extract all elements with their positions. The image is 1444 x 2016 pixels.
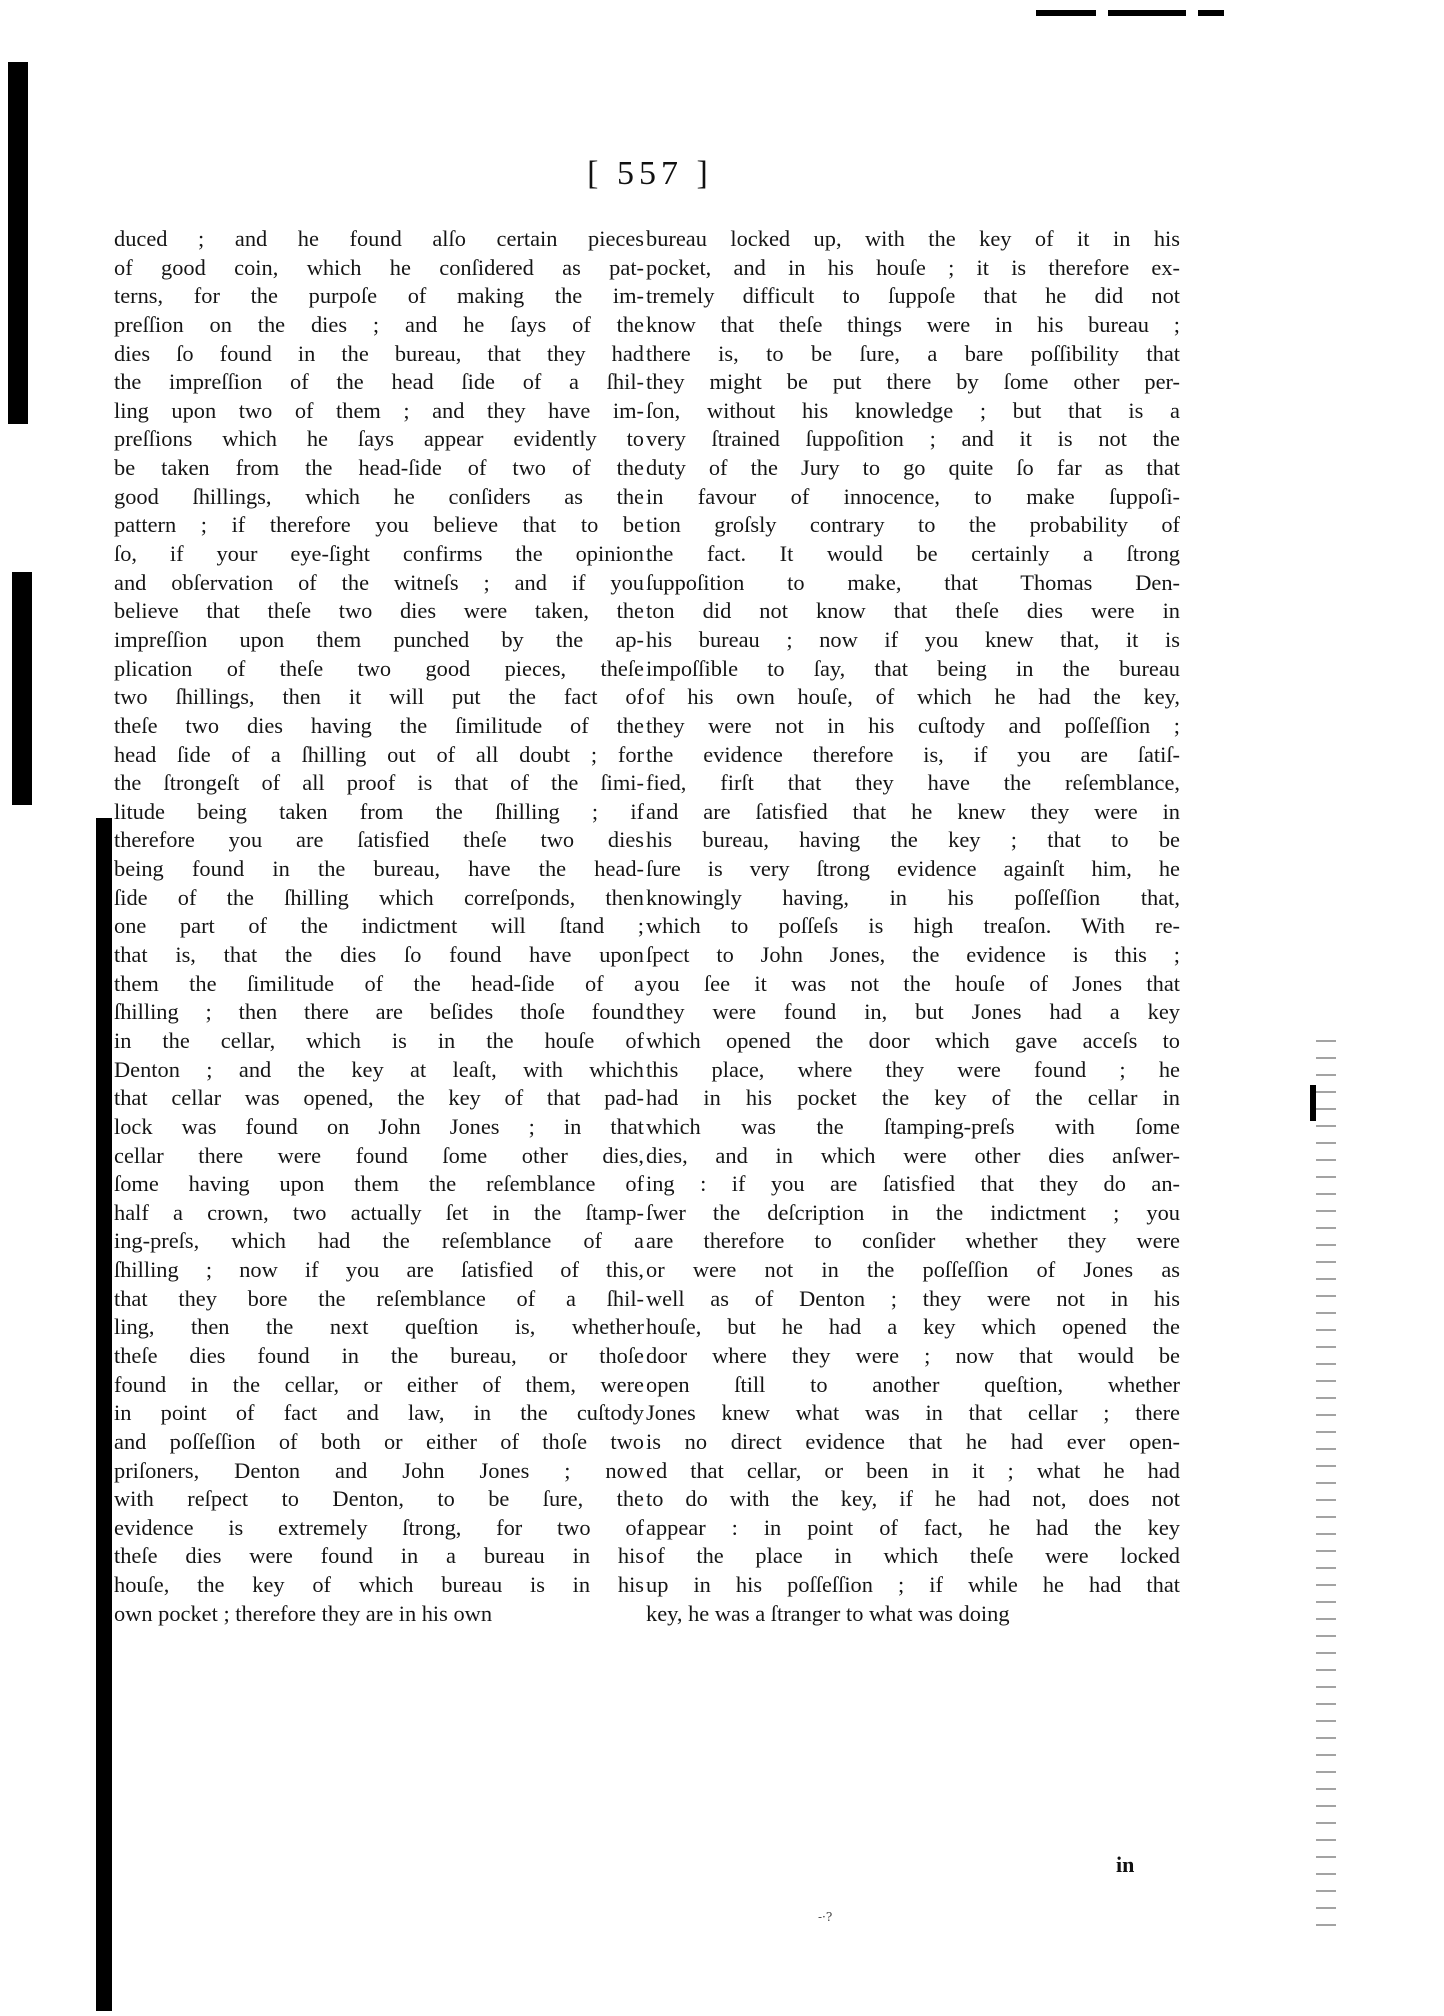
text-line: terns, for the purpoſe of making the im- (114, 283, 644, 309)
text-line: ton did not know that theſe dies were in (646, 598, 1180, 624)
text-line: you ſee it was not the houſe of Jones that (646, 970, 1180, 996)
text-column-left (114, 225, 644, 1628)
text-line: up in his poſſeſſion ; if while he had that (646, 1572, 1180, 1598)
text-line: ſpect to John Jones, the evidence is this ; (646, 942, 1180, 968)
text-line: houſe, the key of which bureau is in his (114, 1572, 644, 1598)
text-line: litude being taken from the ſhilling ; if (114, 798, 644, 824)
scan-edge-noise (1316, 1040, 1336, 1940)
text-line: ſhilling ; now if you are ſatisfied of this, (114, 1257, 644, 1283)
text-line: ling upon two of them ; and they have im- (114, 397, 644, 423)
text-line: tremely difficult to ſuppoſe that he did not (646, 283, 1180, 309)
text-line: or were not in the poſſeſſion of Jones as (646, 1257, 1180, 1283)
text-line: priſoners, Denton and John Jones ; now (114, 1457, 644, 1483)
text-line: the ſtrongeſt of all proof is that of the ſimi- (114, 770, 644, 796)
text-line: theſe dies were found in a bureau in his (114, 1543, 644, 1569)
text-line: in the cellar, which is in the houſe of (114, 1027, 644, 1053)
text-line: plication of theſe two good pieces, theſe (114, 655, 644, 681)
text-line: them the ſimilitude of the head-ſide of a (114, 970, 644, 996)
text-line: theſe dies found in the bureau, or thoſe (114, 1342, 644, 1368)
text-line: they were found in, but Jones had a key (646, 999, 1180, 1025)
text-line: there is, to be ſure, a bare poſſibility that (646, 340, 1180, 366)
text-line: the evidence therefore is, if you are ſatiſ- (646, 741, 1180, 767)
scan-edge-bar (96, 818, 112, 2011)
text-line: that is, that the dies ſo found have upon (114, 942, 644, 968)
text-line: ſure is very ſtrong evidence againſt him, he (646, 856, 1180, 882)
text-line: and poſſeſſion of both or either of thoſe two (114, 1428, 644, 1454)
text-line: dies ſo found in the bureau, that they had (114, 340, 644, 366)
text-line: key, he was a ſtranger to what was doing (646, 1600, 1010, 1626)
text-line: Jones knew what was in that cellar ; there (646, 1400, 1180, 1426)
text-line: pattern ; if therefore you believe that to be (114, 512, 644, 538)
text-line: of good coin, which he conſidered as pat- (114, 254, 644, 280)
text-line: theſe two dies having the ſimilitude of the (114, 712, 644, 738)
text-line: ed that cellar, or been in it ; what he had (646, 1457, 1180, 1483)
text-column-right (646, 225, 1180, 1628)
text-line: door where they were ; now that would be (646, 1342, 1180, 1368)
text-line: duty of the Jury to go quite ſo far as that (646, 455, 1180, 481)
text-line: lock was found on John Jones ; in that (114, 1113, 644, 1139)
text-line: know that theſe things were in his bureau ; (646, 311, 1180, 337)
text-line: found in the cellar, or either of them, were (114, 1371, 644, 1397)
text-line: of the place in which theſe were locked (646, 1543, 1180, 1569)
text-line: which to poſſeſs is high treaſon. With re- (646, 913, 1180, 939)
text-line: therefore you are ſatisfied theſe two dies (114, 827, 644, 853)
text-line: well as of Denton ; they were not in his (646, 1285, 1180, 1311)
text-line: ſo, if your eye-ſight confirms the opinion (114, 541, 644, 567)
text-line: ſome having upon them the reſemblance of (114, 1171, 644, 1197)
text-line: cellar there were found ſome other dies, (114, 1142, 644, 1168)
text-line: impreſſion upon them punched by the ap- (114, 626, 644, 652)
text-line: dies, and in which were other dies anſwer- (646, 1142, 1180, 1168)
text-line: that they bore the reſemblance of a ſhil- (114, 1285, 644, 1311)
text-line: bureau locked up, with the key of it in his (646, 226, 1180, 251)
text-line: his bureau ; now if you knew that, it is (646, 626, 1180, 652)
text-line: be taken from the head-ſide of two of the (114, 455, 644, 481)
text-line: own pocket ; therefore they are in his own (114, 1600, 493, 1626)
text-line: Denton ; and the key at leaſt, with which (114, 1056, 644, 1082)
stray-mark: -·? (818, 1910, 833, 1924)
text-line: in point of fact and law, in the cuſtody (114, 1400, 644, 1426)
text-line: fied, firſt that they have the reſemblance, (646, 770, 1180, 796)
text-line: in favour of innocence, to make ſuppoſi- (646, 483, 1180, 509)
text-line: two ſhillings, then it will put the fact of (114, 684, 644, 710)
text-line: the impreſſion of the head ſide of a ſhil- (114, 369, 644, 395)
text-line: which was the ſtamping-preſs with ſome (646, 1113, 1180, 1139)
text-line: houſe, but he had a key which opened the (646, 1314, 1180, 1340)
text-line: being found in the bureau, have the head- (114, 856, 644, 882)
text-line: had in his pocket the key of the cellar in (646, 1085, 1180, 1111)
text-line: the fact. It would be certainly a ſtrong (646, 541, 1180, 567)
text-line: of his own houſe, of which he had the key, (646, 684, 1180, 710)
text-line: they might be put there by ſome other per- (646, 369, 1180, 395)
text-line: which opened the door which gave acceſs to (646, 1027, 1180, 1053)
text-line: ſwer the deſcription in the indictment ; you (646, 1199, 1180, 1225)
text-line: they were not in his cuſtody and poſſeſſion ; (646, 712, 1180, 738)
text-line: ſide of the ſhilling which correſponds, then (114, 884, 644, 910)
text-line: preſſion on the dies ; and he ſays of the (114, 311, 644, 337)
text-line: believe that theſe two dies were taken, the (114, 598, 644, 624)
text-line: with reſpect to Denton, to be ſure, the (114, 1486, 644, 1512)
page-number: [ 557 ] (587, 155, 713, 192)
text-line: ing-preſs, which had the reſemblance of a (114, 1228, 644, 1254)
text-line: pocket, and in his houſe ; it is therefore ex- (646, 254, 1180, 280)
text-line: ſuppoſition to make, that Thomas Den- (646, 569, 1180, 595)
text-line: duced ; and he found alſo certain pieces (114, 226, 644, 251)
text-line: ling, then the next queſtion is, whether (114, 1314, 644, 1340)
text-line: and are ſatisfied that he knew they were in (646, 798, 1180, 824)
text-line: to do with the key, if he had not, does not (646, 1486, 1180, 1512)
text-line: and obſervation of the witneſs ; and if you (114, 569, 644, 595)
text-line: head ſide of a ſhilling out of all doubt ; for (114, 741, 644, 767)
catchword: in (1116, 1852, 1135, 1877)
text-line: are therefore to conſider whether they were (646, 1228, 1180, 1254)
scan-edge-bar (12, 572, 32, 805)
text-line: that cellar was opened, the key of that pad- (114, 1085, 644, 1111)
text-line: this place, where they were found ; he (646, 1056, 1180, 1082)
text-line: ſon, without his knowledge ; but that is a (646, 397, 1180, 423)
text-line: his bureau, having the key ; that to be (646, 827, 1180, 853)
text-line: open ſtill to another queſtion, whether (646, 1371, 1180, 1397)
scan-edge-tick (1310, 1085, 1316, 1121)
text-line: knowingly having, in his poſſeſſion that, (646, 884, 1180, 910)
text-line: appear : in point of fact, he had the key (646, 1514, 1180, 1540)
text-line: good ſhillings, which he conſiders as the (114, 483, 644, 509)
scan-top-marks (1036, 10, 1246, 20)
text-line: impoſſible to ſay, that being in the bureau (646, 655, 1180, 681)
scan-edge-bar (8, 62, 28, 424)
text-line: one part of the indictment will ſtand ; (114, 913, 644, 939)
text-line: ſhilling ; then there are beſides thoſe found (114, 999, 644, 1025)
text-line: is no direct evidence that he had ever open- (646, 1428, 1180, 1454)
text-line: tion groſsly contrary to the probability of (646, 512, 1180, 538)
text-line: preſſions which he ſays appear evidently to (114, 426, 644, 452)
text-line: ing : if you are ſatisfied that they do an- (646, 1171, 1180, 1197)
text-line: very ſtrained ſuppoſition ; and it is not the (646, 426, 1180, 452)
text-line: evidence is extremely ſtrong, for two of (114, 1514, 644, 1540)
text-line: half a crown, two actually ſet in the ſtamp- (114, 1199, 644, 1225)
